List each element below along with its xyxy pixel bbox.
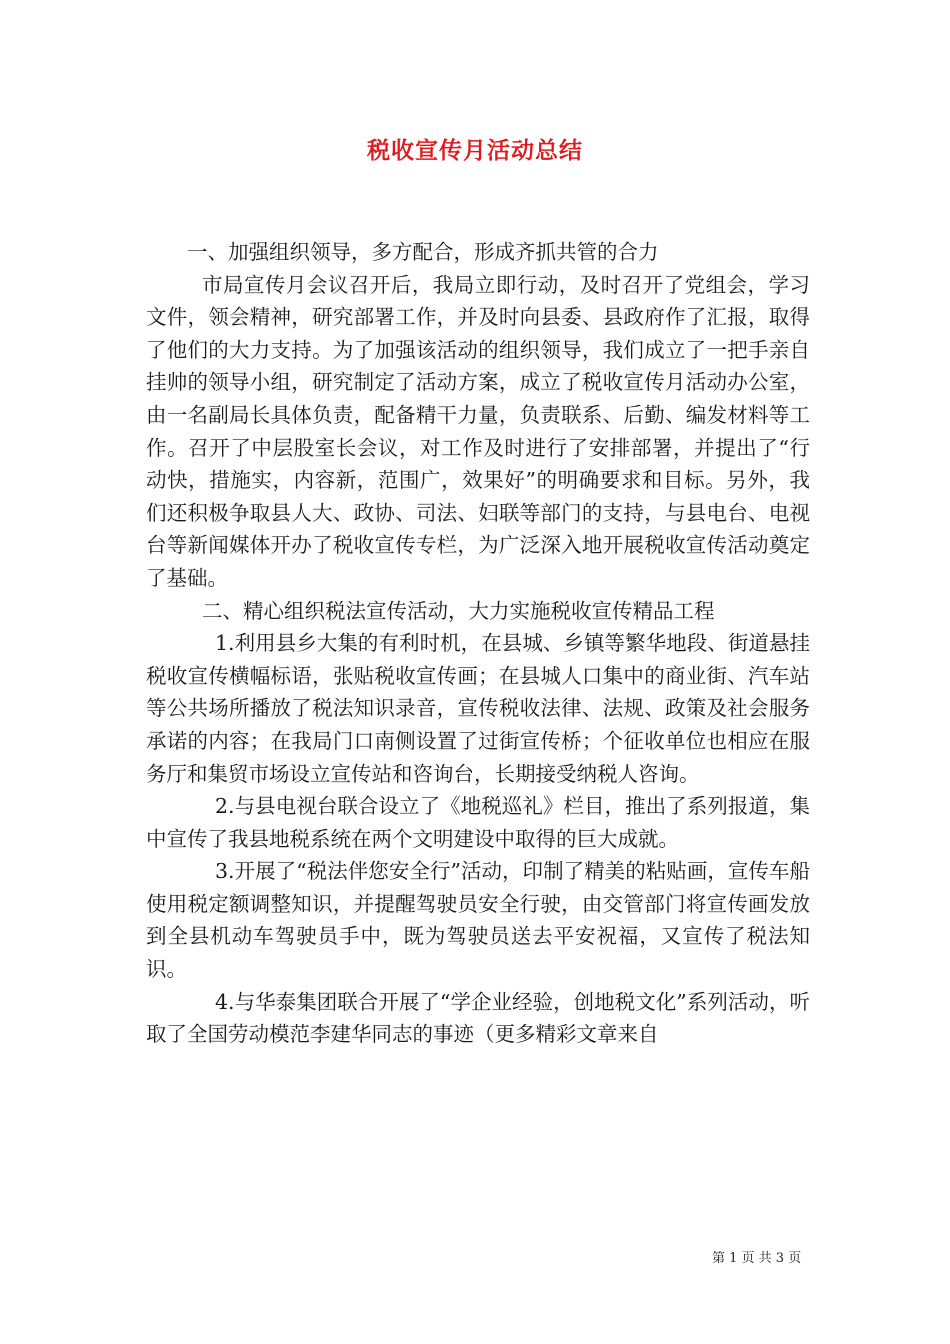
- page-footer: 第 1 页 共 3 页: [712, 1251, 802, 1266]
- section-heading-2: 二、精心组织税法宣传活动，大力实施税收宣传精品工程: [202, 598, 715, 623]
- list-item-4: 4.与华泰集团联合开展了“学企业经验，创地税文化”系列活动，听取了全国劳动模范李建华同志的事迹（更多精彩文章来自: [146, 989, 810, 1047]
- paragraph: 市局宣传月会议召开后，我局立即行动，及时召开了党组会，学习文件，领会精神，研究部署工作，并及时向县委、县政府作了汇报，取得了他们的大力支持。为了加强该活动的组织领导，我们成立了一把手亲自挂帅的领导小组，研究制定了活动方案，成立了税收宣传月活动办公室，由一名副局长具体负责，配备精干力量，负责联系、后勤、编发材料等工作。召开了中层股室长会议，对工作及时进行了安排部署，并提出了“行动快，措施实，内容新，范围广，效果好”的明确要求和目标。另外，我们还积极争取县人大、政协、司法、妇联等部门的支持，与县电台、电视台等新闻媒体开办了税收宣传专栏，为广泛深入地开展税收宣传活动奠定了基础。: [146, 272, 810, 590]
- section-heading-1: 一、加强组织领导，多方配合，形成齐抓共管的合力: [187, 240, 659, 264]
- document-body: [146, 236, 810, 1051]
- list-item-1: 1.利用县乡大集的有利时机，在县城、乡镇等繁华地段、街道悬挂税收宣传横幅标语，张贴税收宣传画；在县城人口集中的商业街、汽车站等公共场所播放了税法知识录音，宣传税收法律、法规、政策及社会服务承诺的内容；在我局门口南侧设置了过街宣传桥；个征收单位也相应在服务厅和集贸市场设立宣传站和咨询台，长期接受纳税人咨询。: [146, 631, 810, 786]
- list-item-2: 2.与县电视台联合设立了《地税巡礼》栏目，推出了系列报道，集中宣传了我县地税系统在两个文明建设中取得的巨大成就。: [146, 794, 810, 851]
- list-item-3: 3.开展了“税法伴您安全行”活动，印制了精美的粘贴画，宣传车船使用税定额调整知识，并提醒驾驶员安全行驶，由交管部门将宣传画发放到全县机动车驾驶员手中，既为驾驶员送去平安祝福，又宣传了税法知识。: [146, 859, 810, 982]
- document-title: 税收宣传月活动总结: [367, 137, 583, 164]
